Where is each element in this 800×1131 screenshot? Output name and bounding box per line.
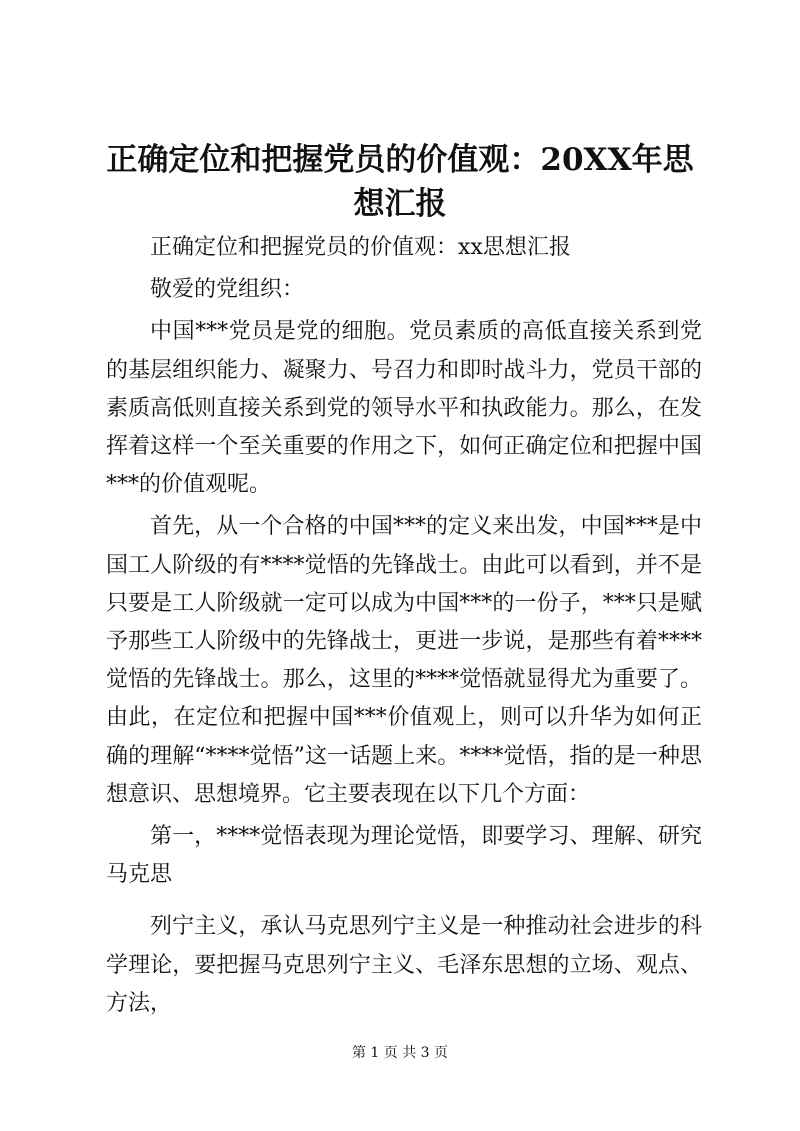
subtitle-paragraph: 正确定位和把握党员的价值观：xx思想汇报 <box>150 235 571 260</box>
body-paragraph: 第一，****觉悟表现为理论觉悟，即要学习、理解、研究马克思 <box>106 824 702 888</box>
body-paragraph: 中国***党员是党的细胞。党员素质的高低直接关系到党的基层组织能力、凝聚力、号召力和即时战斗力，党员干部的素质高低则直接关系到党的领导水平和执政能力。那么，在发挥着这样一个至关重要的作用之下，如何正确定位和把握中国***的价值观呢。 <box>106 319 702 498</box>
page-title: 正确定位和把握党员的价值观：20XX年思想汇报 <box>106 142 694 222</box>
page-number-footer: 第 1 页 共 3 页 <box>351 1045 449 1061</box>
salutation-paragraph: 敬爱的党组织： <box>150 277 305 303</box>
document-body <box>106 229 702 1023</box>
body-paragraph: 列宁主义，承认马克思列宁主义是一种推动社会进步的科学理论，要把握马克思列宁主义、毛泽东思想的立场、观点、方法， <box>106 914 702 1016</box>
body-paragraph: 首先，从一个合格的中国***的定义来出发，中国***是中国工人阶级的有****觉悟的先锋战士。由此可以看到，并不是只要是工人阶级就一定可以成为中国***的一份子，***只是赋予那些工人阶级中的先锋战士，更进一步说，是那些有着****觉悟的先锋战士。那么，这里的****觉悟就显得尤为重要了。由此，在定位和把握中国***价值观上，则可以升华为如何正确的理解“****觉悟”这一话题上来。****觉悟，指的是一种思想意识、思想境界。它主要表现在以下几个方面： <box>106 514 702 807</box>
